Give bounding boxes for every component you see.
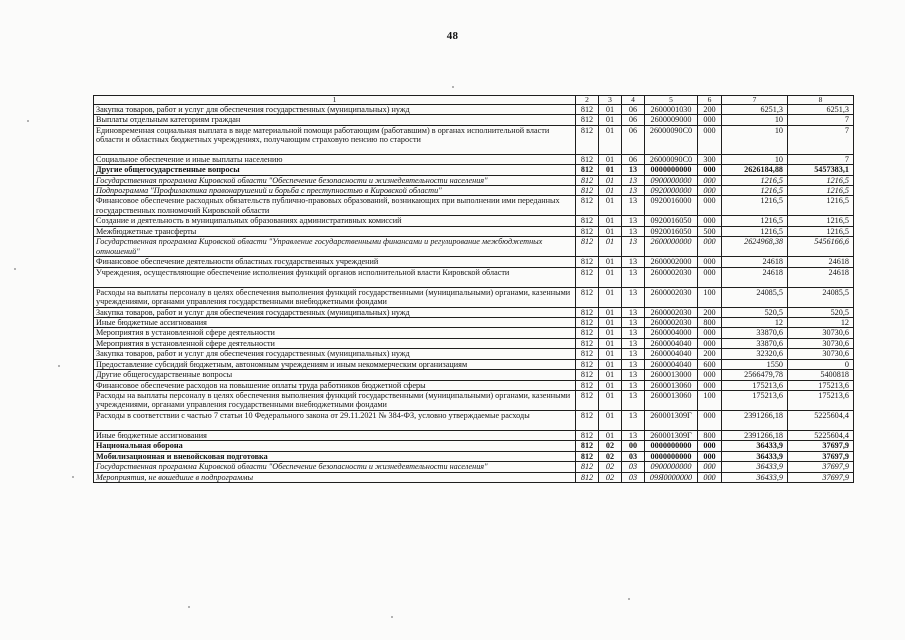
table-row — [94, 328, 854, 338]
cell-amount-year1: 24618 — [722, 267, 788, 287]
table-row — [94, 186, 854, 196]
scan-speck — [72, 476, 74, 478]
scan-speck — [452, 86, 454, 88]
cell-section: 01 — [599, 287, 622, 307]
cell-name: Социальное обеспечение и иные выплаты населению — [94, 154, 576, 164]
cell-amount-year2: 520,5 — [788, 307, 854, 317]
cell-target-article: 2600000000 — [645, 237, 698, 257]
cell-section: 02 — [599, 462, 622, 472]
cell-section: 01 — [599, 226, 622, 236]
table-row — [94, 349, 854, 359]
cell-amount-year1: 36433,9 — [722, 462, 788, 472]
cell-subsection: 13 — [622, 359, 645, 369]
page-number: 48 — [446, 30, 459, 42]
cell-expense-type: 000 — [698, 196, 722, 216]
cell-admin-code: 812 — [576, 451, 599, 461]
cell-target-article: 2600013060 — [645, 390, 698, 410]
cell-name: Расходы на выплаты персоналу в целях обеспечения выполнения функций государственными (муниципальными) органами, казенными учреждениями, органами управления государственными внебюджетными фондами — [94, 287, 576, 307]
table-row — [94, 472, 854, 482]
cell-name: Государственная программа Кировской области "Обеспечение безопасности и жизнедеятельности населения" — [94, 462, 576, 472]
cell-section: 01 — [599, 307, 622, 317]
table-row — [94, 226, 854, 236]
cell-amount-year1: 1550 — [722, 359, 788, 369]
cell-name: Межбюджетные трансферты — [94, 226, 576, 236]
cell-amount-year2: 37697,9 — [788, 472, 854, 482]
cell-target-article: 0900000000 — [645, 175, 698, 185]
cell-name: Финансовое обеспечение расходных обязательств публично-правовых образований, возникающих при выполнении ими переданных государственных полномочий Кировской области — [94, 196, 576, 216]
table-row — [94, 307, 854, 317]
cell-admin-code: 812 — [576, 430, 599, 440]
cell-subsection: 13 — [622, 349, 645, 359]
cell-name: Создание и деятельность в муниципальных образованиях административных комиссий — [94, 216, 576, 226]
table-row — [94, 165, 854, 175]
cell-admin-code: 812 — [576, 165, 599, 175]
cell-amount-year2: 7 — [788, 115, 854, 125]
cell-section: 02 — [599, 441, 622, 451]
cell-subsection: 00 — [622, 441, 645, 451]
scan-speck — [14, 268, 16, 270]
cell-amount-year1: 175213,6 — [722, 390, 788, 410]
cell-name: Мероприятия, не вошедшие в подпрограммы — [94, 472, 576, 482]
cell-amount-year1: 1216,5 — [722, 186, 788, 196]
table-row — [94, 359, 854, 369]
table-row — [94, 105, 854, 115]
cell-subsection: 13 — [622, 318, 645, 328]
cell-name: Выплаты отдельным категориям граждан — [94, 115, 576, 125]
cell-amount-year1: 175213,6 — [722, 380, 788, 390]
cell-expense-type: 500 — [698, 226, 722, 236]
header-cell-8: 8 — [788, 96, 854, 105]
cell-admin-code: 812 — [576, 370, 599, 380]
cell-amount-year1: 10 — [722, 115, 788, 125]
cell-name: Учреждения, осуществляющие обеспечение исполнения функций органов исполнительной власти Кировской области — [94, 267, 576, 287]
cell-subsection: 03 — [622, 462, 645, 472]
cell-name: Финансовое обеспечение расходов на повышение оплаты труда работников бюджетной сферы — [94, 380, 576, 390]
cell-subsection: 13 — [622, 390, 645, 410]
cell-subsection: 03 — [622, 472, 645, 482]
cell-expense-type: 100 — [698, 390, 722, 410]
cell-target-article: 2600004040 — [645, 338, 698, 348]
cell-amount-year2: 37697,9 — [788, 462, 854, 472]
cell-amount-year1: 1216,5 — [722, 216, 788, 226]
cell-amount-year2: 30730,6 — [788, 338, 854, 348]
table-row — [94, 451, 854, 461]
cell-amount-year1: 2624968,38 — [722, 237, 788, 257]
cell-section: 02 — [599, 472, 622, 482]
cell-section: 01 — [599, 328, 622, 338]
table-row — [94, 430, 854, 440]
cell-section: 01 — [599, 390, 622, 410]
header-cell-6: 6 — [698, 96, 722, 105]
cell-section: 01 — [599, 115, 622, 125]
cell-expense-type: 000 — [698, 472, 722, 482]
header-cell-2: 2 — [576, 96, 599, 105]
cell-amount-year2: 5456166,6 — [788, 237, 854, 257]
cell-expense-type: 000 — [698, 338, 722, 348]
cell-expense-type: 300 — [698, 154, 722, 164]
scan-speck — [27, 120, 29, 122]
cell-amount-year1: 1216,5 — [722, 196, 788, 216]
cell-subsection: 13 — [622, 165, 645, 175]
cell-name: Расходы в соответствии с частью 7 статьи 10 Федерального закона от 29.11.2021 № 384-ФЗ, условно утверждаемые расходы — [94, 410, 576, 430]
cell-admin-code: 812 — [576, 186, 599, 196]
table-row — [94, 410, 854, 430]
cell-expense-type: 000 — [698, 115, 722, 125]
cell-name: Предоставление субсидий бюджетным, автономным учреждениям и иным некоммерческим организациям — [94, 359, 576, 369]
cell-admin-code: 812 — [576, 359, 599, 369]
cell-admin-code: 812 — [576, 380, 599, 390]
cell-name: Другие общегосударственные вопросы — [94, 370, 576, 380]
cell-amount-year2: 6251,3 — [788, 105, 854, 115]
cell-name: Расходы на выплаты персоналу в целях обеспечения выполнения функций государственными (муниципальными) органами, казенными учреждениями, органами управления государственными внебюджетными фондами — [94, 390, 576, 410]
cell-amount-year1: 24618 — [722, 257, 788, 267]
cell-amount-year2: 5225604,4 — [788, 430, 854, 440]
cell-admin-code: 812 — [576, 472, 599, 482]
cell-amount-year2: 1216,5 — [788, 175, 854, 185]
header-cell-4: 4 — [622, 96, 645, 105]
cell-amount-year1: 6251,3 — [722, 105, 788, 115]
cell-subsection: 06 — [622, 125, 645, 154]
table-header-row — [94, 96, 854, 105]
cell-admin-code: 812 — [576, 338, 599, 348]
cell-admin-code: 812 — [576, 125, 599, 154]
cell-target-article: 0000000000 — [645, 441, 698, 451]
cell-expense-type: 200 — [698, 105, 722, 115]
cell-subsection: 03 — [622, 451, 645, 461]
cell-amount-year2: 24618 — [788, 267, 854, 287]
cell-amount-year1: 10 — [722, 125, 788, 154]
cell-expense-type: 000 — [698, 267, 722, 287]
cell-amount-year2: 5457383,1 — [788, 165, 854, 175]
cell-target-article: 260001309Г — [645, 430, 698, 440]
cell-target-article: 2600009000 — [645, 115, 698, 125]
cell-name: Государственная программа Кировской области "Обеспечение безопасности и жизнедеятельности населения" — [94, 175, 576, 185]
cell-target-article: 2600002000 — [645, 257, 698, 267]
cell-subsection: 13 — [622, 175, 645, 185]
cell-subsection: 13 — [622, 328, 645, 338]
table-row — [94, 370, 854, 380]
cell-subsection: 13 — [622, 370, 645, 380]
header-cell-3: 3 — [599, 96, 622, 105]
cell-name: Закупка товаров, работ и услуг для обеспечения государственных (муниципальных) нужд — [94, 105, 576, 115]
cell-admin-code: 812 — [576, 175, 599, 185]
cell-expense-type: 600 — [698, 359, 722, 369]
cell-target-article: 0900000000 — [645, 462, 698, 472]
cell-section: 01 — [599, 410, 622, 430]
table-row — [94, 462, 854, 472]
cell-amount-year1: 1216,5 — [722, 175, 788, 185]
cell-target-article: 09Я0000000 — [645, 472, 698, 482]
cell-amount-year2: 37697,9 — [788, 451, 854, 461]
cell-target-article: 2600004000 — [645, 328, 698, 338]
scan-speck — [188, 606, 190, 608]
cell-subsection: 13 — [622, 237, 645, 257]
cell-amount-year1: 10 — [722, 154, 788, 164]
cell-admin-code: 812 — [576, 267, 599, 287]
cell-subsection: 13 — [622, 430, 645, 440]
cell-section: 01 — [599, 125, 622, 154]
cell-expense-type: 000 — [698, 257, 722, 267]
cell-amount-year1: 2391266,18 — [722, 410, 788, 430]
cell-section: 01 — [599, 257, 622, 267]
cell-expense-type: 000 — [698, 237, 722, 257]
cell-name: Национальная оборона — [94, 441, 576, 451]
cell-target-article: 0920016050 — [645, 226, 698, 236]
cell-target-article: 0920000000 — [645, 186, 698, 196]
header-cell-5: 5 — [645, 96, 698, 105]
cell-section: 01 — [599, 154, 622, 164]
cell-section: 01 — [599, 165, 622, 175]
table-row — [94, 390, 854, 410]
table-row — [94, 257, 854, 267]
cell-amount-year1: 36433,9 — [722, 472, 788, 482]
cell-amount-year2: 5225604,4 — [788, 410, 854, 430]
cell-expense-type: 800 — [698, 318, 722, 328]
table-row — [94, 115, 854, 125]
cell-name: Подпрограмма "Профилактика правонарушений и борьба с преступностью в Кировской области" — [94, 186, 576, 196]
cell-amount-year1: 1216,5 — [722, 226, 788, 236]
cell-name: Иные бюджетные ассигнования — [94, 318, 576, 328]
cell-expense-type: 000 — [698, 370, 722, 380]
cell-section: 02 — [599, 451, 622, 461]
header-cell-name: 1 — [94, 96, 576, 105]
cell-name: Финансовое обеспечение деятельности областных государственных учреждений — [94, 257, 576, 267]
cell-admin-code: 812 — [576, 462, 599, 472]
budget-table — [93, 95, 854, 483]
cell-amount-year2: 24085,5 — [788, 287, 854, 307]
cell-amount-year1: 520,5 — [722, 307, 788, 317]
cell-section: 01 — [599, 105, 622, 115]
cell-expense-type: 000 — [698, 186, 722, 196]
cell-target-article: 2600001030 — [645, 105, 698, 115]
cell-subsection: 13 — [622, 226, 645, 236]
cell-section: 01 — [599, 349, 622, 359]
cell-amount-year1: 33870,6 — [722, 338, 788, 348]
cell-name: Закупка товаров, работ и услуг для обеспечения государственных (муниципальных) нужд — [94, 307, 576, 317]
table-row — [94, 287, 854, 307]
header-cell-7: 7 — [722, 96, 788, 105]
cell-section: 01 — [599, 186, 622, 196]
cell-section: 01 — [599, 267, 622, 287]
scan-speck — [58, 365, 60, 367]
cell-target-article: 2600002030 — [645, 267, 698, 287]
cell-expense-type: 000 — [698, 410, 722, 430]
cell-amount-year2: 30730,6 — [788, 349, 854, 359]
cell-amount-year1: 33870,6 — [722, 328, 788, 338]
cell-admin-code: 812 — [576, 410, 599, 430]
cell-amount-year1: 2626184,88 — [722, 165, 788, 175]
cell-amount-year2: 7 — [788, 125, 854, 154]
cell-subsection: 13 — [622, 287, 645, 307]
table-row — [94, 216, 854, 226]
cell-expense-type: 000 — [698, 165, 722, 175]
cell-admin-code: 812 — [576, 441, 599, 451]
cell-admin-code: 812 — [576, 105, 599, 115]
cell-amount-year1: 36433,9 — [722, 441, 788, 451]
cell-expense-type: 800 — [698, 430, 722, 440]
cell-expense-type: 000 — [698, 328, 722, 338]
cell-target-article: 0920016050 — [645, 216, 698, 226]
cell-name: Государственная программа Кировской области "Управление государственными финансами и регулирование межбюджетных отношений" — [94, 237, 576, 257]
cell-expense-type: 000 — [698, 462, 722, 472]
table-row — [94, 154, 854, 164]
table-row — [94, 441, 854, 451]
cell-name: Иные бюджетные ассигнования — [94, 430, 576, 440]
cell-expense-type: 000 — [698, 175, 722, 185]
cell-subsection: 13 — [622, 186, 645, 196]
cell-amount-year2: 0 — [788, 359, 854, 369]
cell-subsection: 06 — [622, 115, 645, 125]
scan-speck — [391, 616, 393, 618]
cell-name: Единовременная социальная выплата в виде материальной помощи работающим (работавшим) в органах исполнительной власти области и областных бюджетных учреждениях, получающим страховую пенсию по старости — [94, 125, 576, 154]
cell-target-article: 0920016000 — [645, 196, 698, 216]
cell-section: 01 — [599, 359, 622, 369]
cell-admin-code: 812 — [576, 115, 599, 125]
cell-target-article: 26000090С0 — [645, 154, 698, 164]
cell-amount-year1: 36433,9 — [722, 451, 788, 461]
cell-section: 01 — [599, 318, 622, 328]
cell-amount-year2: 175213,6 — [788, 380, 854, 390]
cell-section: 01 — [599, 430, 622, 440]
table-row — [94, 338, 854, 348]
cell-target-article: 260001309Г — [645, 410, 698, 430]
cell-subsection: 13 — [622, 338, 645, 348]
cell-admin-code: 812 — [576, 287, 599, 307]
cell-admin-code: 812 — [576, 328, 599, 338]
table-body — [94, 105, 854, 483]
cell-section: 01 — [599, 175, 622, 185]
cell-expense-type: 200 — [698, 307, 722, 317]
cell-subsection: 13 — [622, 257, 645, 267]
cell-section: 01 — [599, 196, 622, 216]
cell-name: Мероприятия в установленной сфере деятельности — [94, 338, 576, 348]
cell-subsection: 06 — [622, 105, 645, 115]
cell-expense-type: 000 — [698, 380, 722, 390]
cell-admin-code: 812 — [576, 318, 599, 328]
cell-admin-code: 812 — [576, 226, 599, 236]
cell-subsection: 13 — [622, 196, 645, 216]
cell-amount-year2: 7 — [788, 154, 854, 164]
cell-amount-year1: 2391266,18 — [722, 430, 788, 440]
cell-name: Мобилизационная и вневойсковая подготовка — [94, 451, 576, 461]
cell-expense-type: 200 — [698, 349, 722, 359]
cell-target-article: 0000000000 — [645, 451, 698, 461]
cell-amount-year1: 32320,6 — [722, 349, 788, 359]
cell-expense-type: 000 — [698, 451, 722, 461]
table-row — [94, 380, 854, 390]
cell-subsection: 13 — [622, 380, 645, 390]
cell-amount-year2: 24618 — [788, 257, 854, 267]
cell-amount-year1: 24085,5 — [722, 287, 788, 307]
cell-amount-year2: 1216,5 — [788, 226, 854, 236]
cell-target-article: 26000090С0 — [645, 125, 698, 154]
cell-subsection: 13 — [622, 267, 645, 287]
cell-target-article: 2600004040 — [645, 349, 698, 359]
cell-section: 01 — [599, 216, 622, 226]
cell-admin-code: 812 — [576, 307, 599, 317]
cell-target-article: 2600013000 — [645, 370, 698, 380]
cell-amount-year2: 175213,6 — [788, 390, 854, 410]
cell-amount-year2: 5400818 — [788, 370, 854, 380]
cell-amount-year2: 37697,9 — [788, 441, 854, 451]
table-row — [94, 196, 854, 216]
cell-name: Другие общегосударственные вопросы — [94, 165, 576, 175]
cell-target-article: 2600004040 — [645, 359, 698, 369]
cell-section: 01 — [599, 380, 622, 390]
cell-amount-year2: 1216,5 — [788, 196, 854, 216]
cell-amount-year2: 1216,5 — [788, 186, 854, 196]
cell-target-article: 0000000000 — [645, 165, 698, 175]
cell-amount-year2: 12 — [788, 318, 854, 328]
cell-admin-code: 812 — [576, 237, 599, 257]
cell-section: 01 — [599, 338, 622, 348]
cell-subsection: 13 — [622, 216, 645, 226]
cell-target-article: 2600002030 — [645, 318, 698, 328]
cell-expense-type: 100 — [698, 287, 722, 307]
cell-admin-code: 812 — [576, 196, 599, 216]
cell-target-article: 2600013060 — [645, 380, 698, 390]
cell-section: 01 — [599, 237, 622, 257]
cell-admin-code: 812 — [576, 216, 599, 226]
cell-subsection: 06 — [622, 154, 645, 164]
table-row — [94, 318, 854, 328]
cell-amount-year2: 1216,5 — [788, 216, 854, 226]
cell-admin-code: 812 — [576, 349, 599, 359]
cell-amount-year1: 12 — [722, 318, 788, 328]
cell-target-article: 2600002030 — [645, 307, 698, 317]
cell-amount-year1: 2566479,78 — [722, 370, 788, 380]
table-row — [94, 267, 854, 287]
table-row — [94, 175, 854, 185]
cell-admin-code: 812 — [576, 154, 599, 164]
table-row — [94, 237, 854, 257]
cell-target-article: 2600002030 — [645, 287, 698, 307]
cell-section: 01 — [599, 370, 622, 380]
cell-amount-year2: 30730,6 — [788, 328, 854, 338]
table-row — [94, 125, 854, 154]
cell-admin-code: 812 — [576, 390, 599, 410]
cell-name: Закупка товаров, работ и услуг для обеспечения государственных (муниципальных) нужд — [94, 349, 576, 359]
cell-subsection: 13 — [622, 410, 645, 430]
cell-subsection: 13 — [622, 307, 645, 317]
cell-name: Мероприятия в установленной сфере деятельности — [94, 328, 576, 338]
cell-expense-type: 000 — [698, 441, 722, 451]
cell-admin-code: 812 — [576, 257, 599, 267]
scan-speck — [628, 598, 630, 600]
cell-expense-type: 000 — [698, 125, 722, 154]
cell-expense-type: 000 — [698, 216, 722, 226]
